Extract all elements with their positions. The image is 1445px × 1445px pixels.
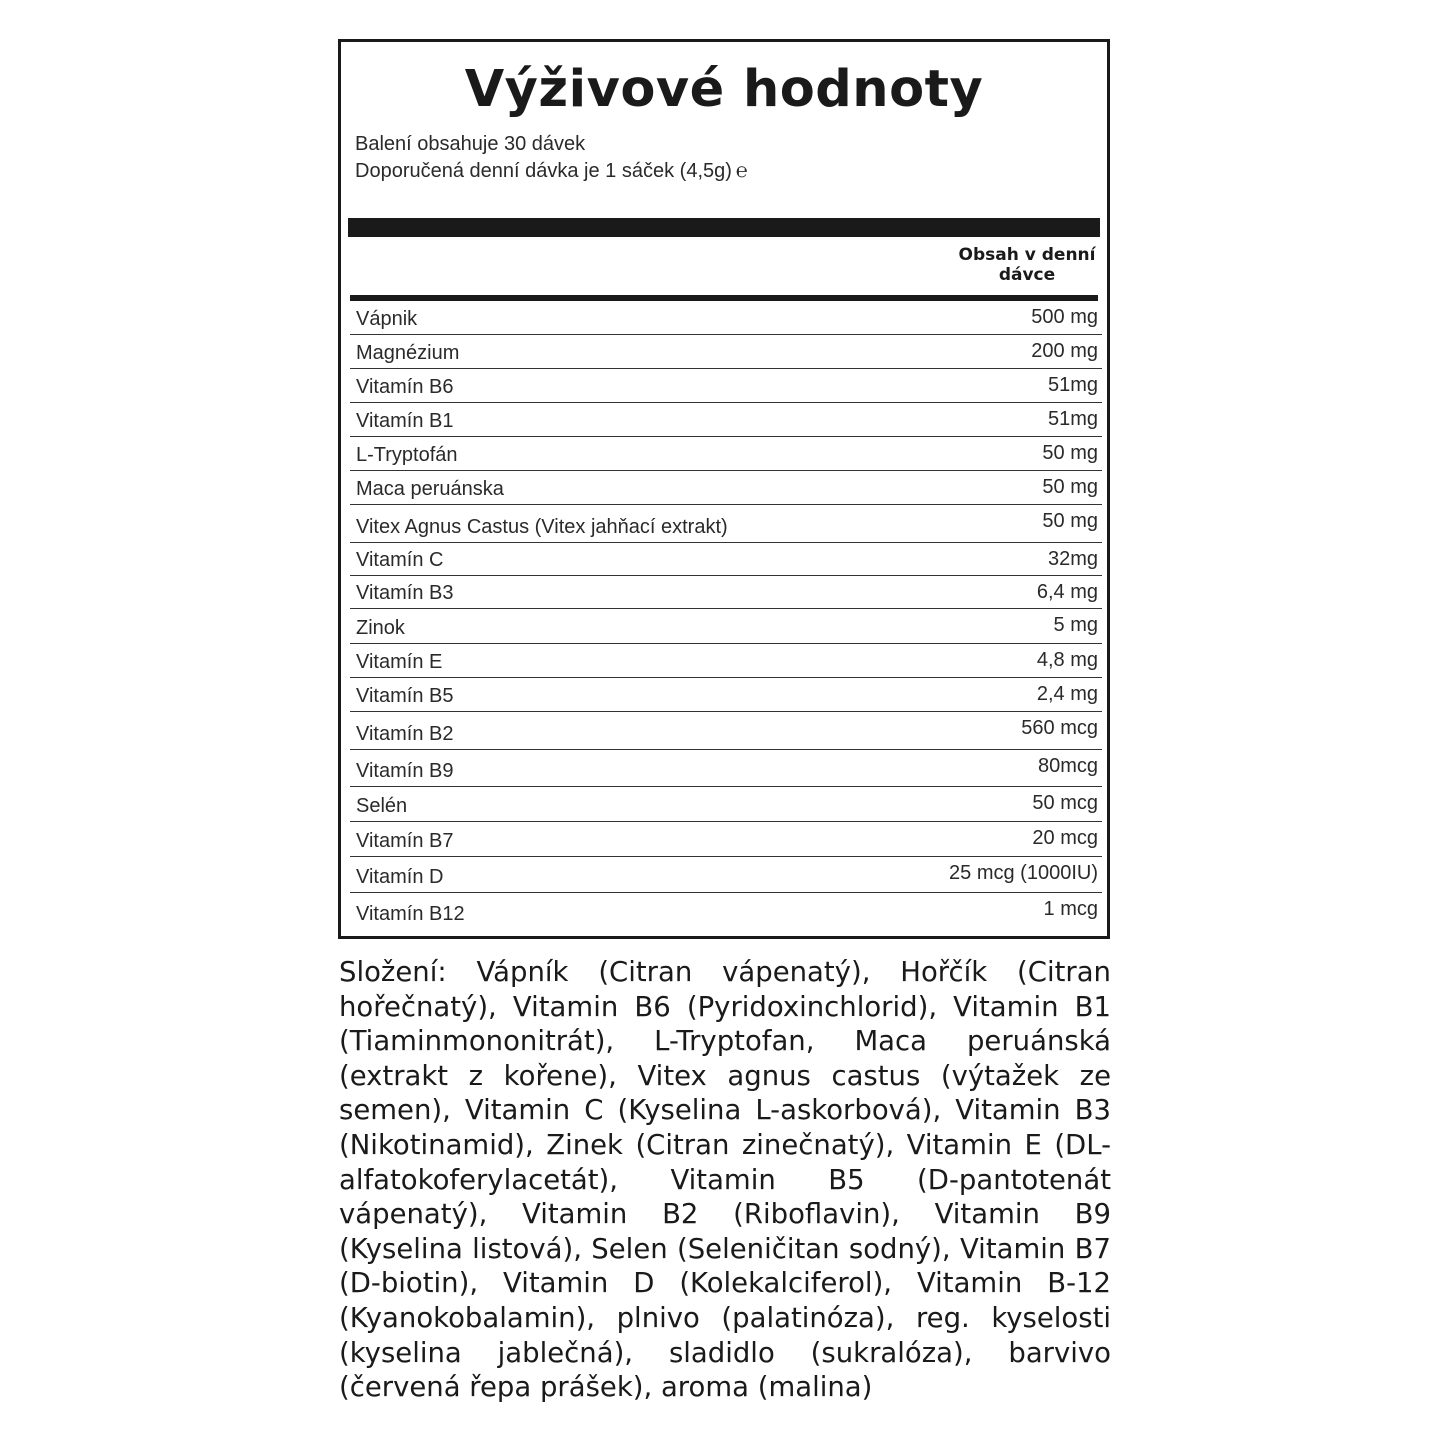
nutrient-name: Vitamín B9 [356, 760, 454, 782]
estimated-sign-icon: ℮ [735, 158, 748, 182]
nutrient-value: 50 mcg [1032, 792, 1098, 814]
nutrient-name: Zinok [356, 617, 405, 639]
recommended-dose-text: Doporučená denní dávka je 1 sáček (4,5g) [355, 160, 732, 182]
nutrient-value: 20 mcg [1032, 827, 1098, 849]
nutrient-row [350, 857, 1102, 893]
nutrient-value: 6,4 mg [1036, 581, 1098, 603]
nutrient-row [350, 609, 1102, 644]
recommended-dose [355, 157, 748, 184]
nutrient-row [350, 369, 1102, 403]
nutrient-row [350, 543, 1102, 576]
nutrient-name: Vitamín B1 [356, 410, 454, 432]
nutrient-value: 2,4 mg [1036, 683, 1098, 705]
nutrient-value: 1 mcg [1043, 898, 1098, 920]
nutrient-name: L-Tryptofán [356, 444, 458, 466]
nutrient-row [350, 893, 1102, 929]
nutrient-name: Vitamín B5 [356, 685, 454, 707]
nutrient-value: 50 mg [1042, 476, 1098, 498]
nutrient-row [350, 301, 1102, 335]
nutrient-row [350, 712, 1102, 750]
nutrition-title: Výživové hodnoty [464, 60, 984, 119]
nutrient-row [350, 644, 1102, 678]
nutrient-name: Vitamín D [356, 866, 444, 888]
nutrient-value: 32mg [1047, 548, 1098, 570]
nutrient-name: Vitamín B12 [356, 903, 465, 925]
servings-per-package: Balení obsahuje 30 dávek [355, 133, 586, 155]
nutrient-name: Maca peruánska [356, 478, 504, 500]
nutrient-name: Vitamín C [356, 549, 444, 571]
nutrient-table [350, 301, 1102, 929]
nutrient-name: Magnézium [356, 342, 460, 364]
nutrient-row [350, 437, 1102, 471]
nutrient-name: Vitamín E [356, 651, 443, 673]
nutrient-value: 5 mg [1053, 614, 1098, 636]
nutrient-name: Vápnik [356, 308, 418, 330]
nutrient-name: Vitamín B7 [356, 830, 454, 852]
nutrient-row [350, 576, 1102, 609]
nutrient-row [350, 678, 1102, 712]
nutrient-row [350, 787, 1102, 822]
nutrient-value: 500 mg [1031, 306, 1098, 328]
nutrient-value: 25 mcg (1000IU) [949, 862, 1098, 884]
nutrient-row [350, 505, 1102, 543]
nutrient-value: 4,8 mg [1036, 649, 1098, 671]
nutrient-row [350, 471, 1102, 505]
nutrient-value: 560 mcg [1021, 717, 1098, 739]
nutrient-row [350, 335, 1102, 369]
package-info [355, 131, 748, 184]
nutrient-name: Vitamín B2 [356, 723, 454, 745]
nutrient-row [350, 750, 1102, 787]
nutrient-name: Vitex Agnus Castus (Vitex jahňací extrakt) [356, 516, 728, 538]
nutrient-value: 200 mg [1031, 340, 1098, 362]
nutrient-name: Selén [356, 795, 408, 817]
nutrition-facts-panel [338, 39, 1110, 939]
nutrient-row [350, 403, 1102, 437]
nutrient-row [350, 822, 1102, 857]
nutrient-value: 80mcg [1037, 755, 1098, 777]
nutrient-name: Vitamín B6 [356, 376, 454, 398]
header-divider-thick [348, 218, 1100, 237]
nutrient-name: Vitamín B3 [356, 582, 454, 604]
nutrient-value: 50 mg [1042, 442, 1098, 464]
nutrient-value: 50 mg [1042, 510, 1098, 532]
nutrient-value: 51mg [1047, 408, 1098, 430]
column-header-daily-dose: Obsah v denní dávce [958, 245, 1096, 285]
ingredients-composition: Složení: Vápník (Citran vápenatý), Hořčík (Citran hořečnatý), Vitamin B6 (Pyridoxinchlorid), Vitamin B1 (Tiaminmononitrát), L-Tryptofan, Maca peruánská (extrakt z kořene), Vitex agnus castus (výtažek ze semen), Vitamin C (Kyselina L-askorbová), Vitamin B3 (Nikotinamid), Zinek (Citran zinečnatý), Vitamin E (DL-alfatokoferylacetát), Vitamin B5 (D-pantotenát vápenatý), Vitamin B2 (Riboflavin), Vitamin B9 (Kyselina listová), Selen (Seleničitan sodný), Vitamin B7 (D-biotin), Vitamin D (Kolekalciferol), Vitamin B-12 (Kyanokobalamin), plnivo (palatinóza), reg. kyselosti (kyselina jablečná), sladidlo (sukralóza), barvivo (červená řepa prášek), aroma (malina) [339, 956, 1111, 1404]
nutrient-value: 51mg [1047, 374, 1098, 396]
